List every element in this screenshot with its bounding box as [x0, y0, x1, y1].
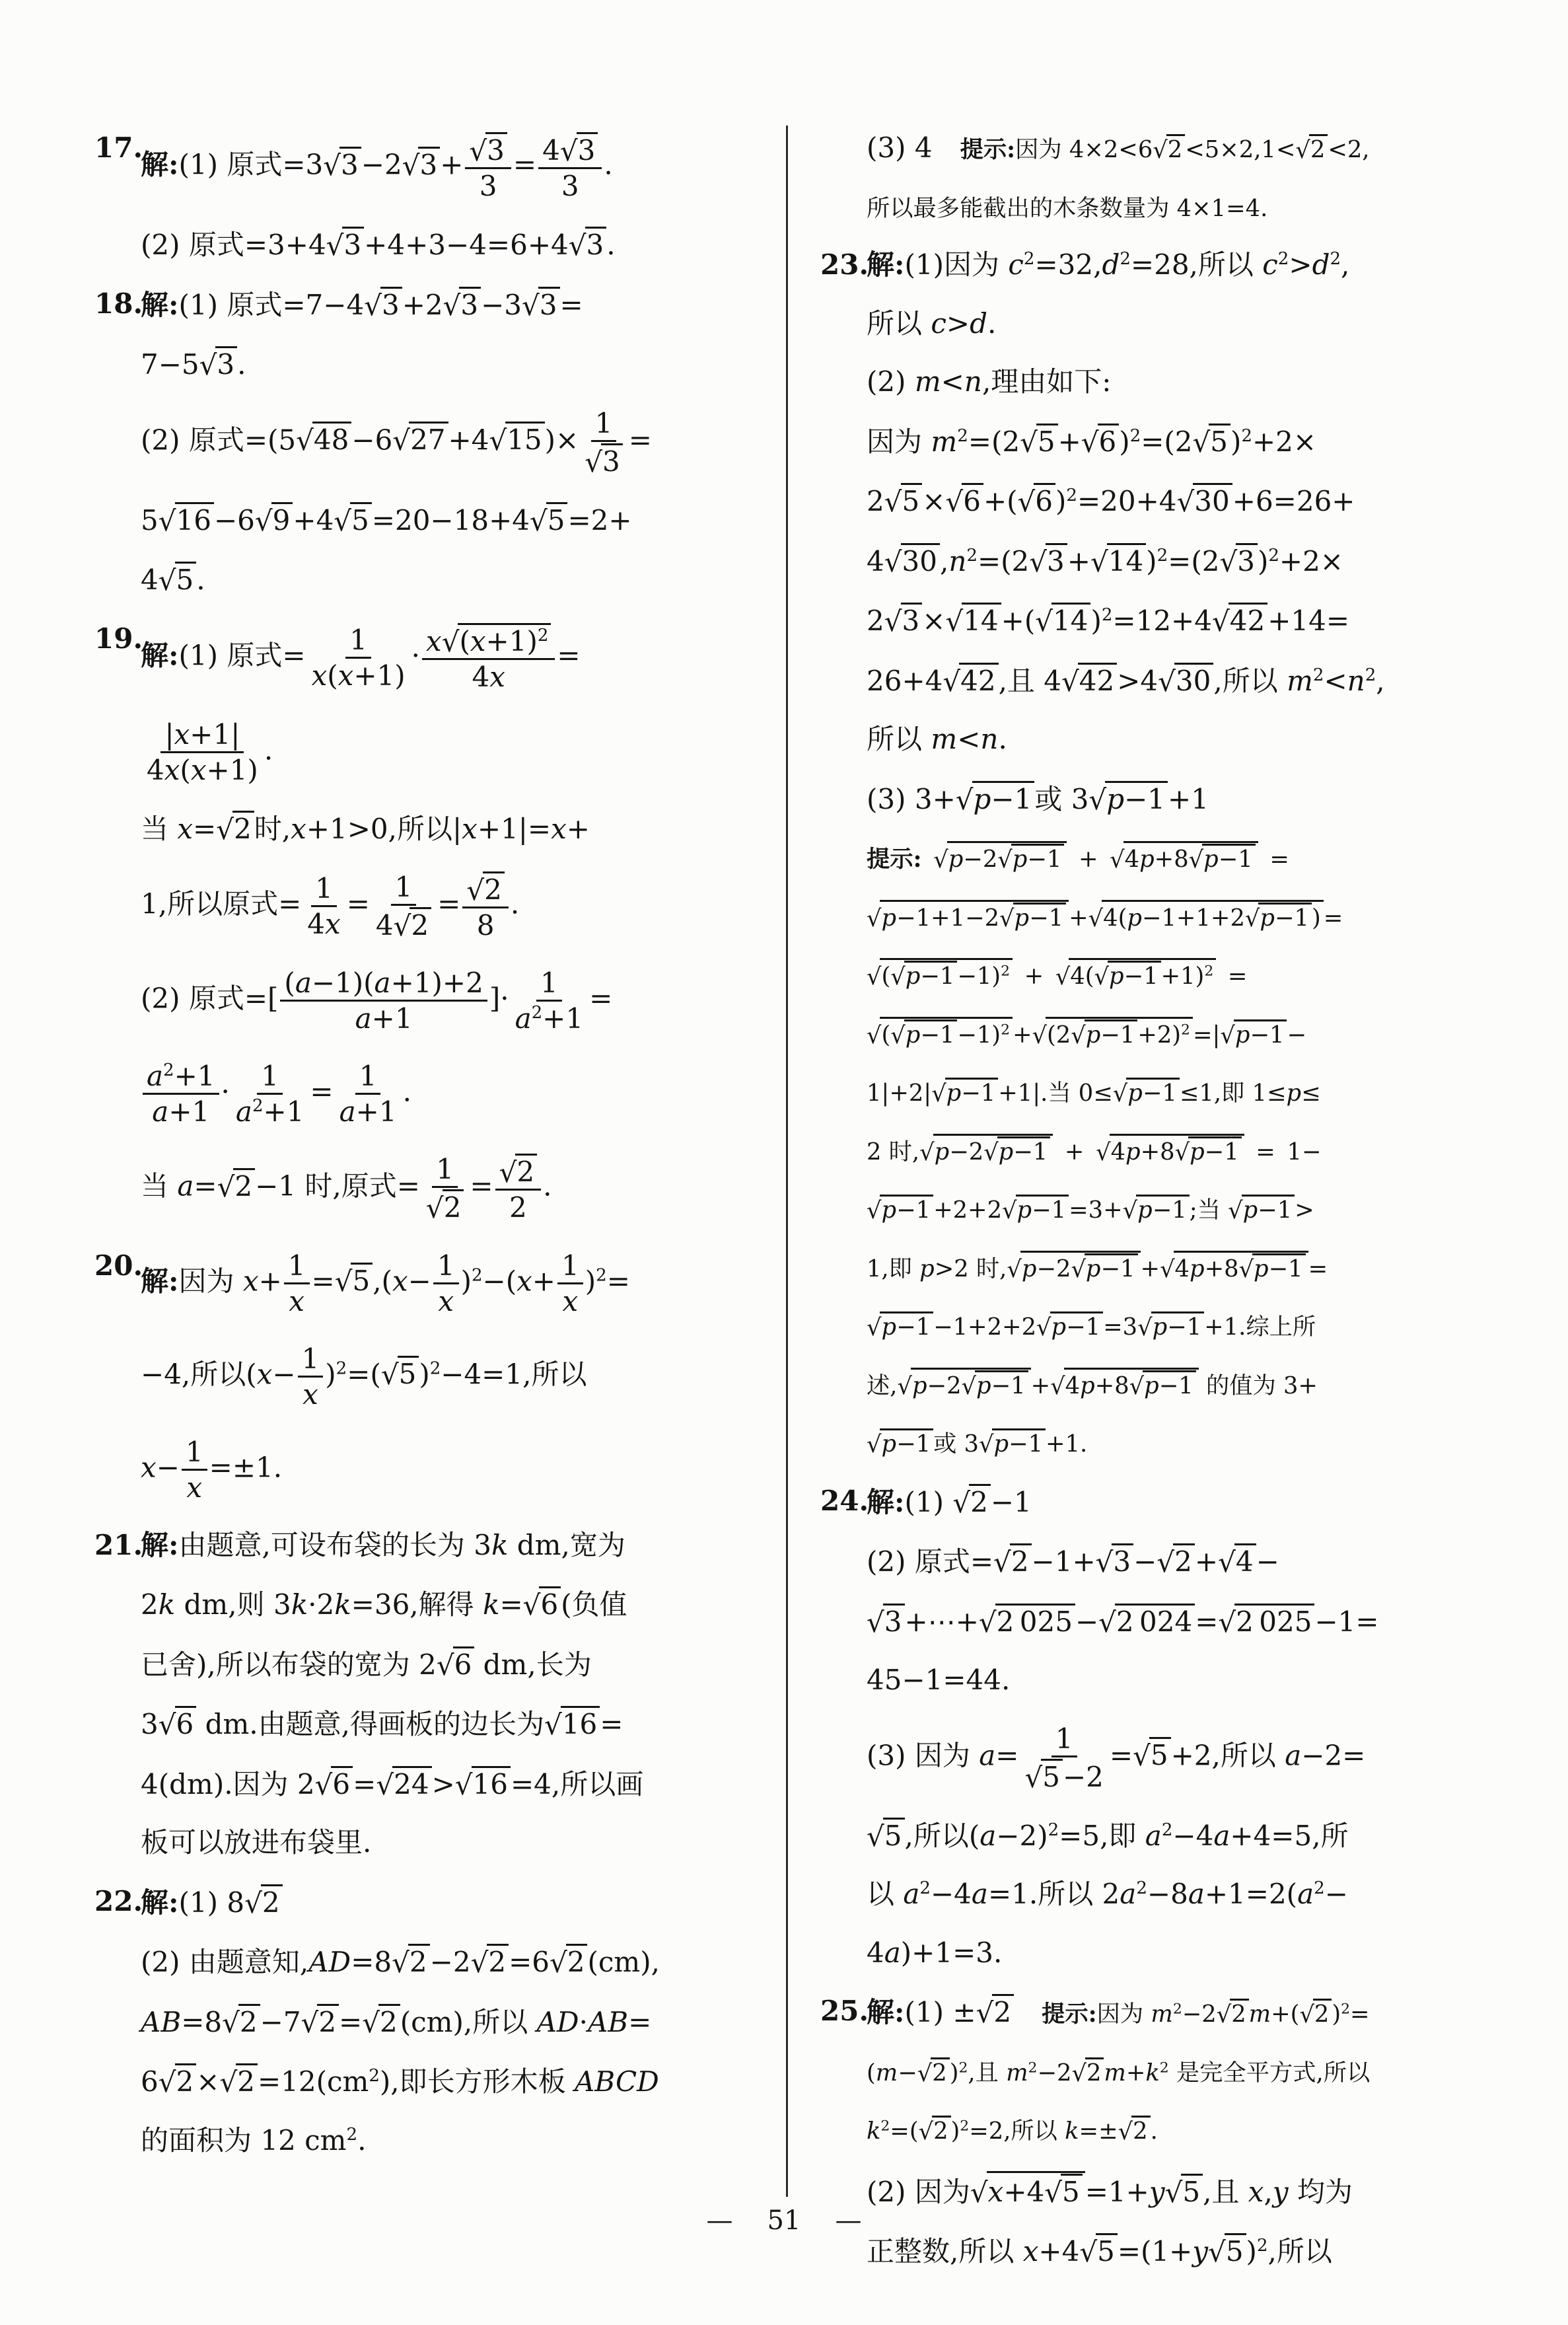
solution-line: 以 $a^2-4a=1$.所以 $2a^2-8a+1=2(a^2-$: [867, 1878, 1348, 1911]
solution-line: 解:(1) 原式= $\frac{1}{x(x+1)}$ · $\frac{x√(x+1)^2}{4x}$ =: [141, 623, 581, 693]
left-column: [94, 131, 775, 2182]
solution-line: (m−√2 )$^2$,且 $m^2-2√2$ $m+k^2$ 是完全平方式,所以: [867, 2054, 1501, 2089]
solution-line: √3+⋯+√2 025−√2 024=√2 025−1=: [867, 1604, 1501, 1640]
solution-line: 述,√p−2√p−1 +√4p+8√p−1 的值为 3+: [867, 1367, 1501, 1402]
solution-line: 正整数,所以 $x+4√5=(1+y√5)^2$,所以: [867, 2233, 1501, 2270]
solution-line: 因为 $m^2=(2√5+√6)^2=(2√5)^2+2\times$: [867, 424, 1501, 460]
solution-line: 1|+2|√p−1 +1|.当 0≤√p−1 ≤1,即 1≤p≤: [867, 1074, 1501, 1109]
solution-line: $k^2=(√2$ )$^2$=2,所以 k=±√2 .: [867, 2112, 1501, 2147]
solution-line: $2√3\times√14+(√14)^2=12+4√42+14=$: [867, 603, 1501, 639]
problem-number: 25.: [820, 1995, 869, 2028]
problem-number: 23.: [820, 248, 869, 281]
problem-number: 24.: [820, 1484, 869, 1517]
footer-left-dash: —: [706, 2205, 733, 2236]
solution-line: √p−1+1−2√p−1 +√4(p−1+1+2√p−1 ) =: [867, 899, 1501, 934]
solution-line: AB=8√2−7√2=√2(cm),所以 AD·AB=: [141, 2004, 775, 2040]
solution-line: (2) 原式=3+4√3+4+3−4=6+4√3.: [141, 227, 775, 263]
solution-line: (3) 3+√p−1或 3√p−1+1: [867, 781, 1501, 817]
problem-block-23: [820, 248, 1501, 1460]
solution-line: x− $\frac{1}{x}$ =±1.: [141, 1435, 283, 1504]
page-footer: [0, 2204, 1568, 2237]
solution-line: 2 时,√p−2√p−1 + √4p+8√p−1 = 1−: [867, 1133, 1501, 1168]
solution-line: (2) 原式=(5√48−6√27+4√15)× $\frac{1}{√3}$ =: [141, 406, 652, 478]
solution-line: 解:(1) 原式=7−4√3+2√3−3√3=: [141, 287, 775, 323]
solution-line: 已舍),所以布袋的宽为 2√6 dm,长为: [141, 1646, 775, 1683]
problem-block-18: [94, 287, 775, 598]
solution-line: −4,所以(x− $\frac{1}{x}$ )$^2=(√5)^2-4=1$,所以: [141, 1342, 587, 1411]
problem-block-21: [94, 1528, 775, 1861]
solution-line: 解:由题意,可设布袋的长为 3k dm,宽为: [141, 1528, 625, 1561]
solution-line: 4√5.: [141, 562, 775, 598]
solution-line: 的面积为 12 $cm^2$.: [141, 2123, 367, 2157]
solution-line: (2) 原式=[ $\frac{(a-1)(a+1)+2}{a+1}$ ]· $\frac{1}{a^2+1}$ =: [141, 967, 613, 1035]
right-column: [820, 131, 1501, 2293]
solution-line: 解:因为 x+ $\frac{1}{x}$ =√5,(x− $\frac{1}{x}$ )$^2$−(x+ $\frac{1}{x}$ )$^2$=: [141, 1249, 630, 1317]
solution-line: √5,所以$(a-2)^2=5$,即 $a^2-4a+4=5$,所: [867, 1818, 1501, 1854]
solution-line: (2) 因为√x+4√5 =1+y√5,且 x,y 均为: [867, 2171, 1501, 2210]
solution-line: 解:(1) ±√2 提示:因为 $m^2-2√2$ m+(√2 )$^2$=: [867, 1994, 1501, 2030]
problem-block-24: [820, 1484, 1501, 1971]
problem-block-continued: [820, 131, 1501, 224]
solution-line: 所以最多能截出的木条数量为 4×1=4.: [867, 194, 1268, 222]
solution-line: 当 a=√2−1 时,原式= $\frac{1}{√2}$ = $\frac{√2}{2}$ .: [141, 1153, 552, 1225]
solution-line: 解:(1) 原式=3√3−2√3+ $\frac{√3}{3}$ = $\frac{4√3}{3}$ .: [141, 131, 775, 203]
solution-line: 所以 m<n.: [867, 723, 1007, 755]
problem-number: 20.: [94, 1249, 143, 1282]
problem-number: 18.: [94, 287, 143, 320]
solution-line: (2) m<n,理由如下:: [867, 365, 1112, 398]
solution-line: $2√5\times√6+(√6)^2=20+4√30+6=26+$: [867, 483, 1501, 519]
solution-line: 5√16−6√9+4√5=20−18+4√5=2+: [141, 502, 775, 538]
solution-line: $√(√p-1 -1)^2$ + $√4(√p-1 +1)^2$ =: [867, 957, 1501, 992]
footer-right-dash: —: [835, 2205, 862, 2236]
solution-line: 解:(1) 8√2: [141, 1884, 775, 1921]
column-divider: [786, 126, 788, 2197]
solution-line: 解:(1)因为 $c^2=32,d^2=28$,所以 $c^2>d^2$,: [867, 248, 1350, 281]
solution-line: $\frac{|x+1|}{4x(x+1)}$ .: [147, 718, 273, 786]
page-number: 51: [767, 2205, 801, 2236]
solution-line: 所以 c>d.: [867, 307, 997, 340]
solution-line: 1,即 p>2 时,√p−2√p−1 +√4p+8√p−1 =: [867, 1250, 1501, 1285]
solution-line: 7−5√3.: [141, 346, 775, 383]
solution-line: 当 x=√2时,x+1>0,所以|x+1|=x+: [141, 811, 775, 847]
solution-line: √p−1 −1+2+2√p−1 =3√p−1 +1.综上所: [867, 1308, 1501, 1343]
solution-line: 提示: √p−2√p−1 + √4p+8√p−1 =: [867, 840, 1501, 875]
solution-line: 板可以放进布袋里.: [141, 1826, 372, 1859]
solution-line: $6√2\times√2=12(cm^2)$,即长方形木板 ABCD: [141, 2063, 775, 2100]
problem-number: 19.: [94, 622, 143, 655]
solution-line: 解:(1) √2−1: [867, 1484, 1501, 1520]
problem-number: 17.: [94, 131, 143, 164]
problem-block-17: [94, 131, 775, 263]
problem-block-20: [94, 1249, 775, 1504]
solution-line: 4(dm).因为 2√6=√24>√16=4,所以画: [141, 1766, 775, 1802]
solution-line: $\frac{a^2+1}{a+1}$ · $\frac{1}{a^2+1}$ = $\frac{1}{a+1}$ .: [141, 1059, 775, 1128]
solution-line: 4a)+1=3.: [867, 1936, 1003, 1969]
solution-line: 26+4√42,且 4√42>4√30,所以 $m^2<n^2$,: [867, 663, 1501, 699]
problem-block-19: [94, 622, 775, 1225]
solution-line: 3√6 dm.由题意,得画板的边长为√16=: [141, 1706, 775, 1742]
solution-line: $4√30,n^2=(2√3+√14)^2=(2√3)^2+2\times$: [867, 543, 1501, 579]
solution-line: (2) 原式=√2−1+√3−√2+√4−: [867, 1543, 1501, 1580]
problem-number: 22.: [94, 1884, 143, 1917]
solution-line: $√(√p-1 -1)^2 +√(2√p-1 +2)^2 =|√p-1$ −: [867, 1016, 1501, 1051]
problem-number: 21.: [94, 1528, 143, 1561]
solution-line: 2k dm,则 3k·2k=36,解得 k=√6(负值: [141, 1586, 775, 1623]
problem-block-22: [94, 1884, 775, 2159]
solution-line: 1,所以原式= $\frac{1}{4x}$ = $\frac{1}{4√2}$ = $\frac{√2}{8}$ .: [141, 871, 520, 943]
solution-line: (3) 4 提示:因为 4×2<6√2 <5×2,1<√2 <2,: [867, 131, 1370, 164]
solution-line: √p−1 或 3√p−1 +1.: [867, 1425, 1501, 1460]
solution-line: √p−1 +2+2√p−1 =3+√p−1 ;当 √p−1 >: [867, 1191, 1501, 1226]
solution-line: (3) 因为 a= $\frac{1}{√5-2}$ =√5+2,所以 a−2=: [867, 1722, 1366, 1794]
solution-line: (2) 由题意知,AD=8√2−2√2=6√2(cm),: [141, 1944, 775, 1980]
solution-line: 45−1=44.: [867, 1664, 1011, 1696]
